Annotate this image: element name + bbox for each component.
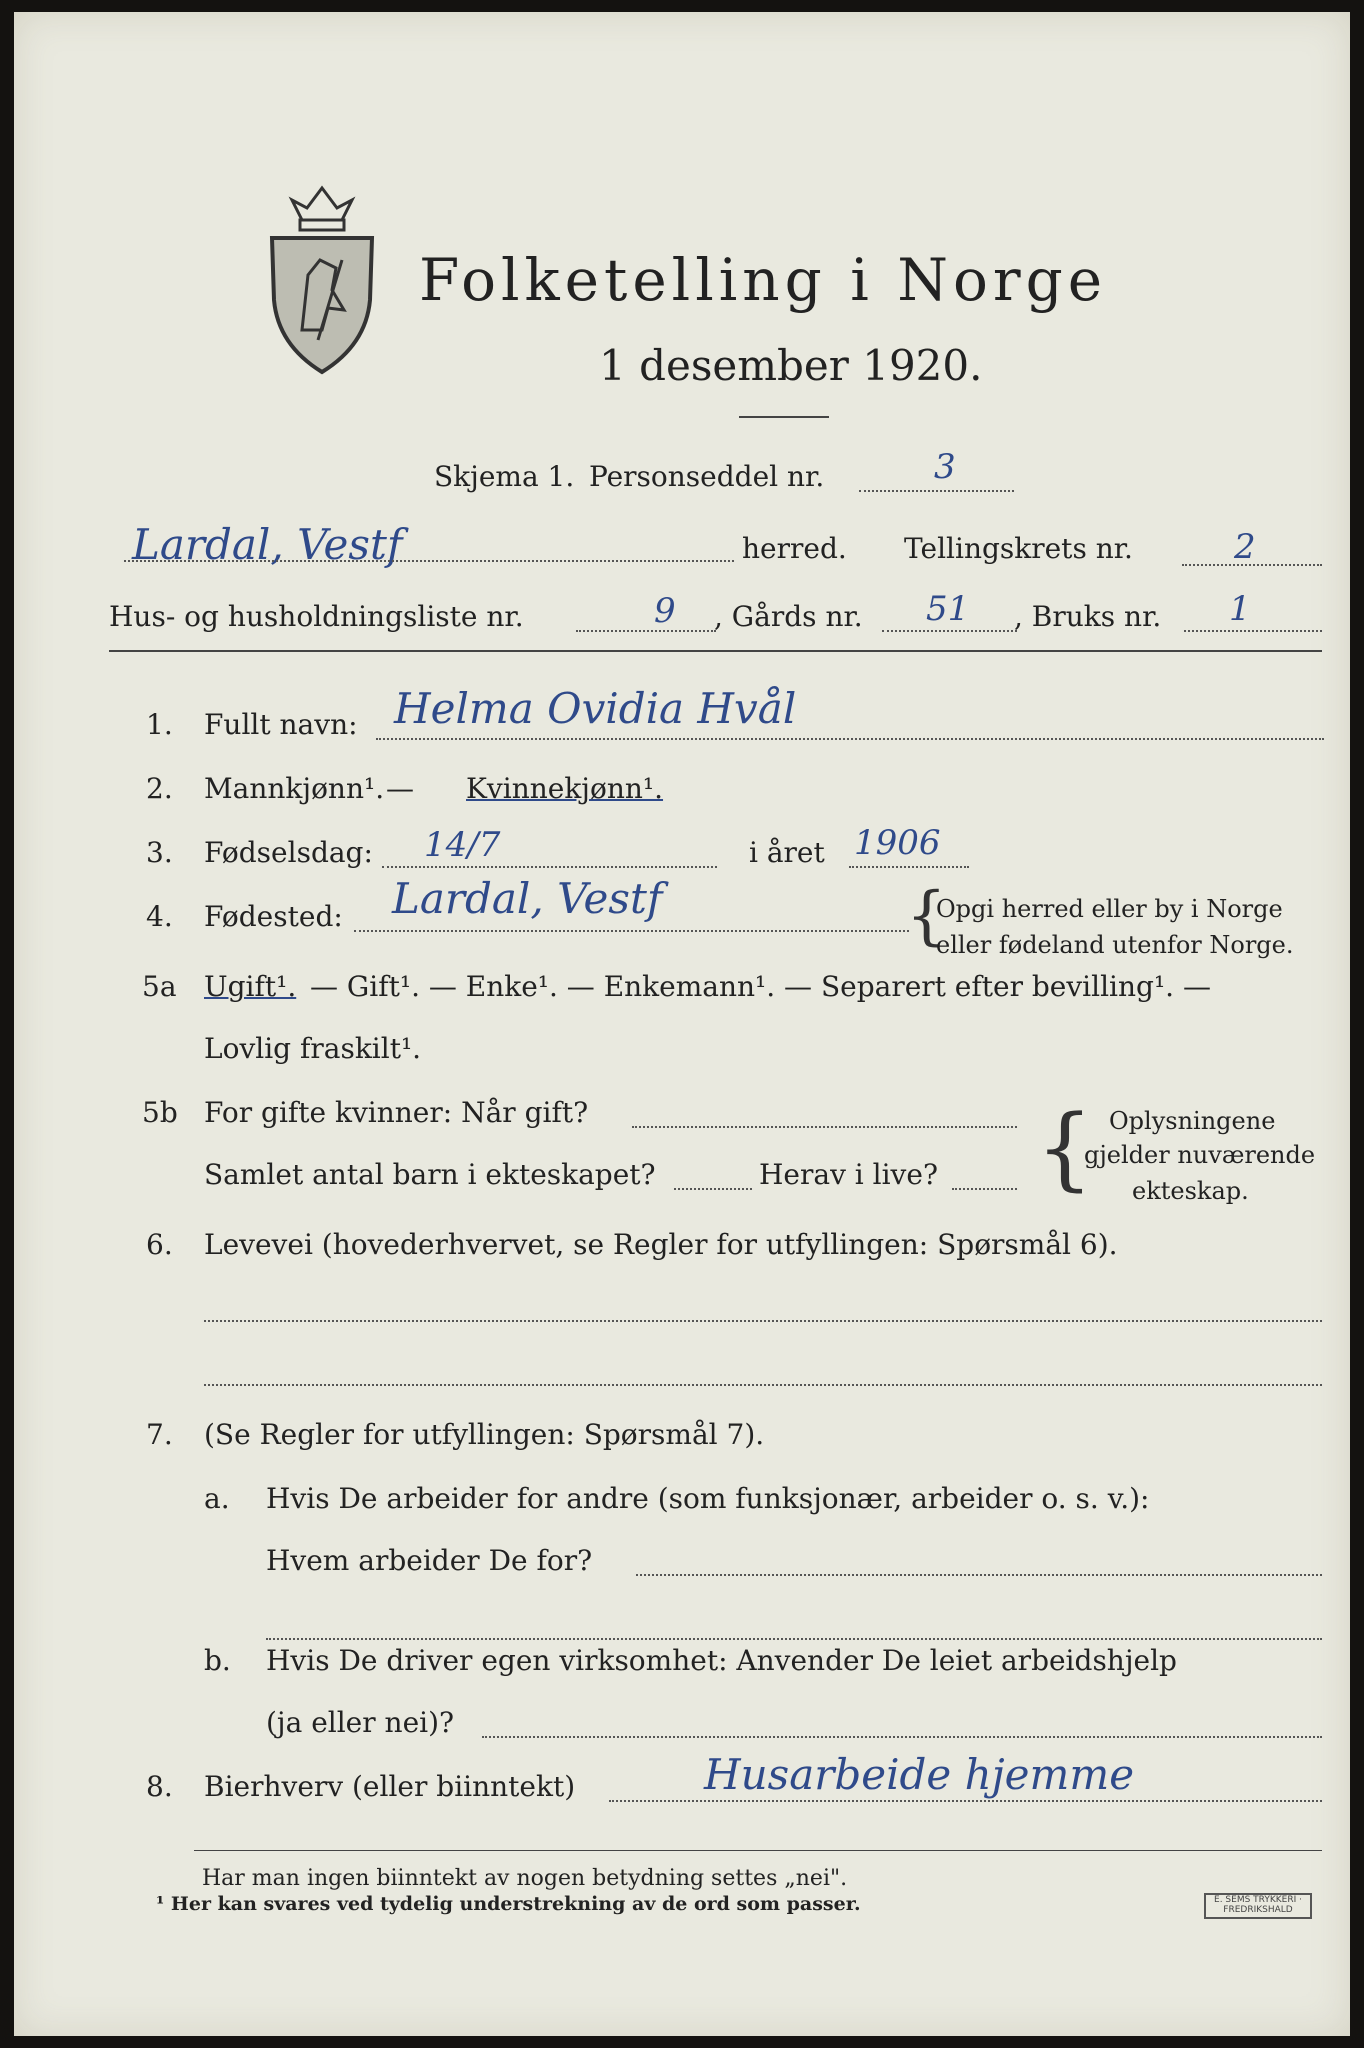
q4-label: Fødested:: [204, 900, 343, 933]
q5b-number: 5b: [142, 1096, 178, 1129]
q5b-line1: For gifte kvinner: Når gift?: [204, 1096, 589, 1129]
footer-note: Har man ingen biinntekt av nogen betydning settes „nei".: [202, 1866, 848, 1891]
q5b-alive-label: Herav i live?: [759, 1158, 938, 1191]
bruks-line: [1184, 630, 1322, 632]
q3-label: Fødselsdag:: [204, 836, 373, 869]
q8-line: [609, 1800, 1322, 1802]
q1-value[interactable]: Helma Ovidia Hvål: [394, 684, 797, 733]
husliste-line: [576, 630, 716, 632]
q4-brace: {: [906, 879, 947, 953]
husliste-label: Hus- og husholdningsliste nr.: [109, 600, 524, 633]
q7a-extra-line: [266, 1638, 1322, 1640]
q5a-ugift[interactable]: Ugift¹.: [204, 970, 297, 1003]
footnote: ¹ Her kan svares ved tydelig understrekning av de ord som passer.: [156, 1893, 861, 1915]
title-rule: [739, 416, 829, 418]
q5b-children-label: Samlet antal barn i ekteskapet?: [204, 1158, 656, 1191]
footer-divider: [194, 1850, 1322, 1851]
q3-year-label: i året: [749, 836, 825, 869]
tellingskrets-value[interactable]: 2: [1234, 527, 1256, 567]
q3-value[interactable]: 14/7: [424, 825, 501, 865]
q7a-line1: Hvis De arbeider for andre (som funksjonær, arbeider o. s. v.):: [266, 1482, 1150, 1515]
schema-label: Skjema 1.: [434, 460, 575, 493]
q5b-married-line: [632, 1126, 1017, 1128]
q1-number: 1.: [146, 708, 173, 741]
q6-line2: [204, 1384, 1322, 1386]
q1-label: Fullt navn:: [204, 708, 358, 741]
gards-label: , Gårds nr.: [714, 600, 863, 633]
gards-value[interactable]: 51: [926, 589, 970, 629]
q3-year-value[interactable]: 1906: [854, 823, 941, 863]
q5b-note2: gjelder nuværende: [1084, 1141, 1316, 1169]
q7a-employer-line: [636, 1574, 1322, 1576]
q5b-note3: ekteskap.: [1132, 1177, 1249, 1205]
q5a-options[interactable]: — Gift¹. — Enke¹. — Enkemann¹. — Separert efter bevilling¹. —: [310, 970, 1211, 1003]
q4-note-line1: Opgi herred eller by i Norge: [936, 895, 1283, 923]
q7b-letter: b.: [204, 1644, 231, 1677]
q5b-alive-line: [952, 1188, 1017, 1190]
q5b-brace: {: [1036, 1096, 1094, 1201]
q4-line: [354, 930, 909, 932]
q3-number: 3.: [146, 836, 173, 869]
herred-value[interactable]: Lardal, Vestf: [132, 520, 403, 569]
personseddel-value[interactable]: 3: [934, 447, 956, 487]
census-form: [14, 12, 1350, 2036]
q6-label: Levevei (hovederhvervet, se Regler for utfyllingen: Spørsmål 6).: [204, 1228, 1118, 1261]
q7b-line1: Hvis De driver egen virksomhet: Anvender De leiet arbeidshjelp: [266, 1644, 1177, 1677]
q5b-note1: Oplysningene: [1109, 1107, 1276, 1135]
q4-value[interactable]: Lardal, Vestf: [392, 874, 663, 923]
bruks-value[interactable]: 1: [1229, 589, 1251, 629]
tellingskrets-label: Tellingskrets nr.: [904, 532, 1133, 565]
q7b-answer-line: [482, 1736, 1322, 1738]
q8-label: Bierhverv (eller biinntekt): [204, 1770, 576, 1803]
q2-dash: —: [386, 772, 414, 805]
header-divider: [109, 650, 1322, 652]
husliste-value[interactable]: 9: [654, 591, 676, 631]
q7-label: (Se Regler for utfyllingen: Spørsmål 7).: [204, 1418, 765, 1451]
q4-number: 4.: [146, 900, 173, 933]
q2-female[interactable]: Kvinnekjønn¹.: [466, 772, 664, 805]
q5a-number: 5a: [142, 970, 177, 1003]
bruks-label: , Bruks nr.: [1014, 600, 1162, 633]
census-date: 1 desember 1920.: [599, 341, 983, 390]
q7a-letter: a.: [204, 1482, 230, 1515]
q6-line1: [204, 1320, 1322, 1322]
q5b-children-line: [674, 1188, 752, 1190]
printer-stamp: E. SEMS TRYKKERI · FREDRIKSHALD: [1204, 1893, 1312, 1919]
q7-number: 7.: [146, 1418, 173, 1451]
herred-label: herred.: [742, 532, 847, 565]
q1-line: [376, 738, 1324, 740]
q2-male[interactable]: Mannkjønn¹.: [204, 772, 385, 805]
q2-number: 2.: [146, 772, 173, 805]
q8-number: 8.: [146, 1770, 173, 1803]
q6-number: 6.: [146, 1228, 173, 1261]
q4-note-line2: eller fødeland utenfor Norge.: [936, 931, 1294, 959]
norwegian-coat-of-arms-icon: [262, 180, 382, 380]
q5a-line2[interactable]: Lovlig fraskilt¹.: [204, 1032, 422, 1065]
personseddel-label: Personseddel nr.: [589, 460, 825, 493]
q8-value[interactable]: Husarbeide hjemme: [704, 1750, 1135, 1799]
q7b-line2: (ja eller nei)?: [266, 1706, 455, 1739]
herred-line: [124, 560, 734, 562]
form-title: Folketelling i Norge: [419, 246, 1108, 314]
q7a-line2: Hvem arbeider De for?: [266, 1544, 593, 1577]
